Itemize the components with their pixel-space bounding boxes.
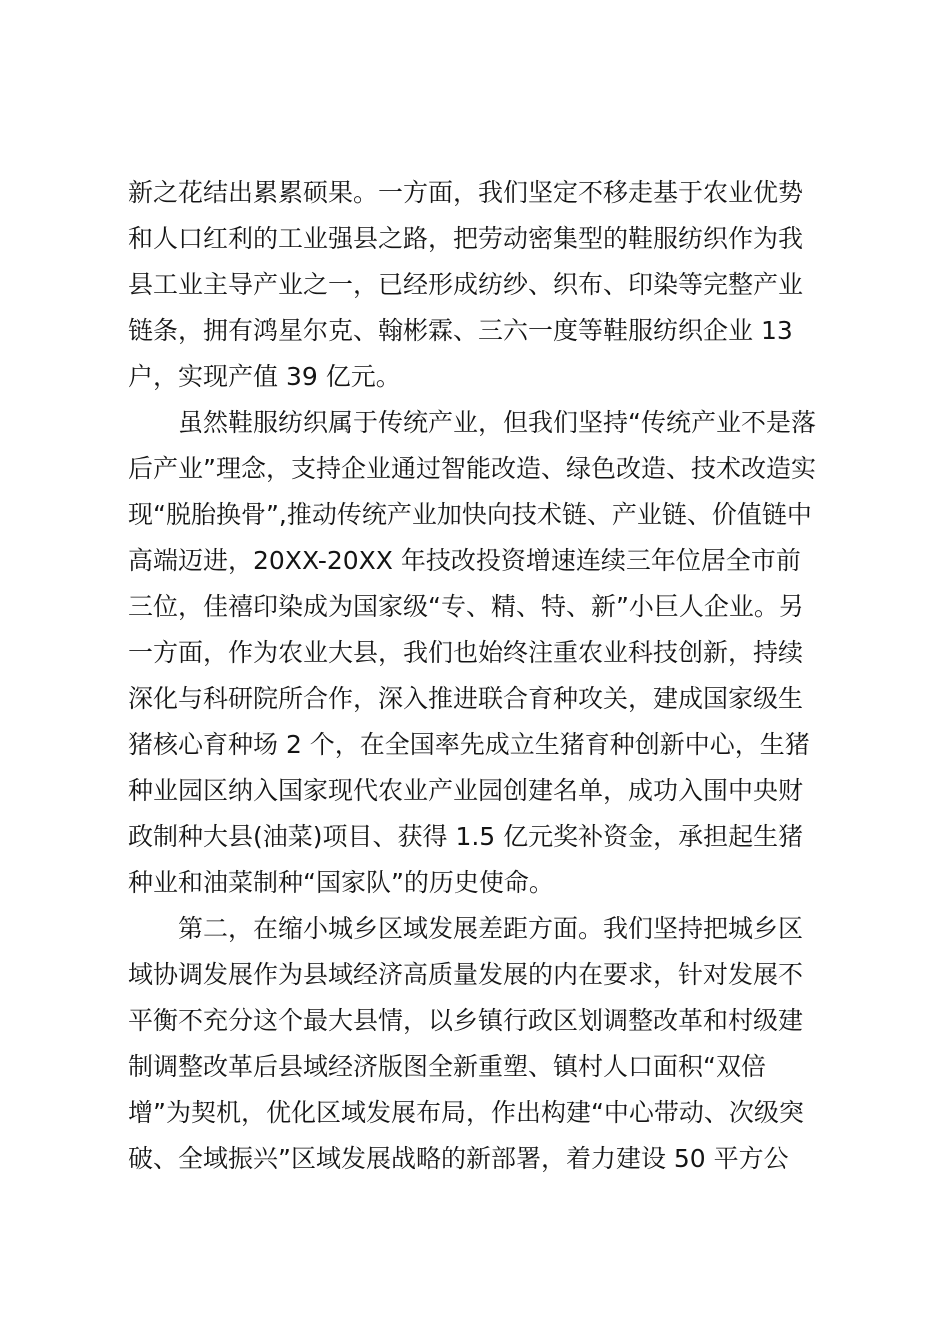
text-line-3: 县工业主导产业之一，已经形成纺纱、织布、印染等完整产业	[128, 270, 804, 299]
text-line-7: 后产业”理念，支持企业通过智能改造、绿色改造、技术改造实	[128, 454, 816, 483]
text-line-9: 高端迈进，20XX-20XX 年技改投资增速连续三年位居全市前	[128, 546, 801, 575]
text-line-11: 一方面，作为农业大县，我们也始终注重农业科技创新，持续	[128, 638, 804, 667]
text-line-16: 种业和油菜制种“国家队”的历史使命。	[128, 868, 554, 897]
text-line-4: 链条，拥有鸿星尔克、翰彬霖、三六一度等鞋服纺织企业 13	[128, 316, 793, 345]
text-line-22: 破、全域振兴”区域发展战略的新部署，着力建设 50 平方公	[128, 1144, 789, 1173]
text-line-15: 政制种大县(油菜)项目、获得 1.5 亿元奖补资金，承担起生猪	[128, 822, 804, 851]
text-line-6: 虽然鞋服纺织属于传统产业，但我们坚持“传统产业不是落	[178, 408, 816, 437]
text-line-20: 制调整改革后县域经济版图全新重塑、镇村人口面积“双倍	[128, 1052, 766, 1081]
text-line-14: 种业园区纳入国家现代农业产业园创建名单，成功入围中央财	[128, 776, 804, 805]
text-line-12: 深化与科研院所合作，深入推进联合育种攻关，建成国家级生	[128, 684, 804, 713]
text-line-17: 第二，在缩小城乡区域发展差距方面。我们坚持把城乡区	[178, 914, 804, 943]
text-line-13: 猪核心育种场 2 个，在全国率先成立生猪育种创新中心，生猪	[128, 730, 810, 759]
text-line-10: 三位，佳禧印染成为国家级“专、精、特、新”小巨人企业。另	[128, 592, 804, 621]
text-line-8: 现“脱胎换骨”,推动传统产业加快向技术链、产业链、价值链中	[128, 500, 812, 529]
text-line-21: 增”为契机，优化区域发展布局，作出构建“中心带动、次级突	[128, 1098, 804, 1127]
text-line-2: 和人口红利的工业强县之路，把劳动密集型的鞋服纺织作为我	[128, 224, 804, 253]
text-line-1: 新之花结出累累硕果。一方面，我们坚定不移走基于农业优势	[128, 178, 804, 207]
text-line-19: 平衡不充分这个最大县情，以乡镇行政区划调整改革和村级建	[128, 1006, 804, 1035]
text-line-5: 户，实现产值 39 亿元。	[128, 362, 401, 391]
text-line-18: 域协调发展作为县域经济高质量发展的内在要求，针对发展不	[128, 960, 804, 989]
